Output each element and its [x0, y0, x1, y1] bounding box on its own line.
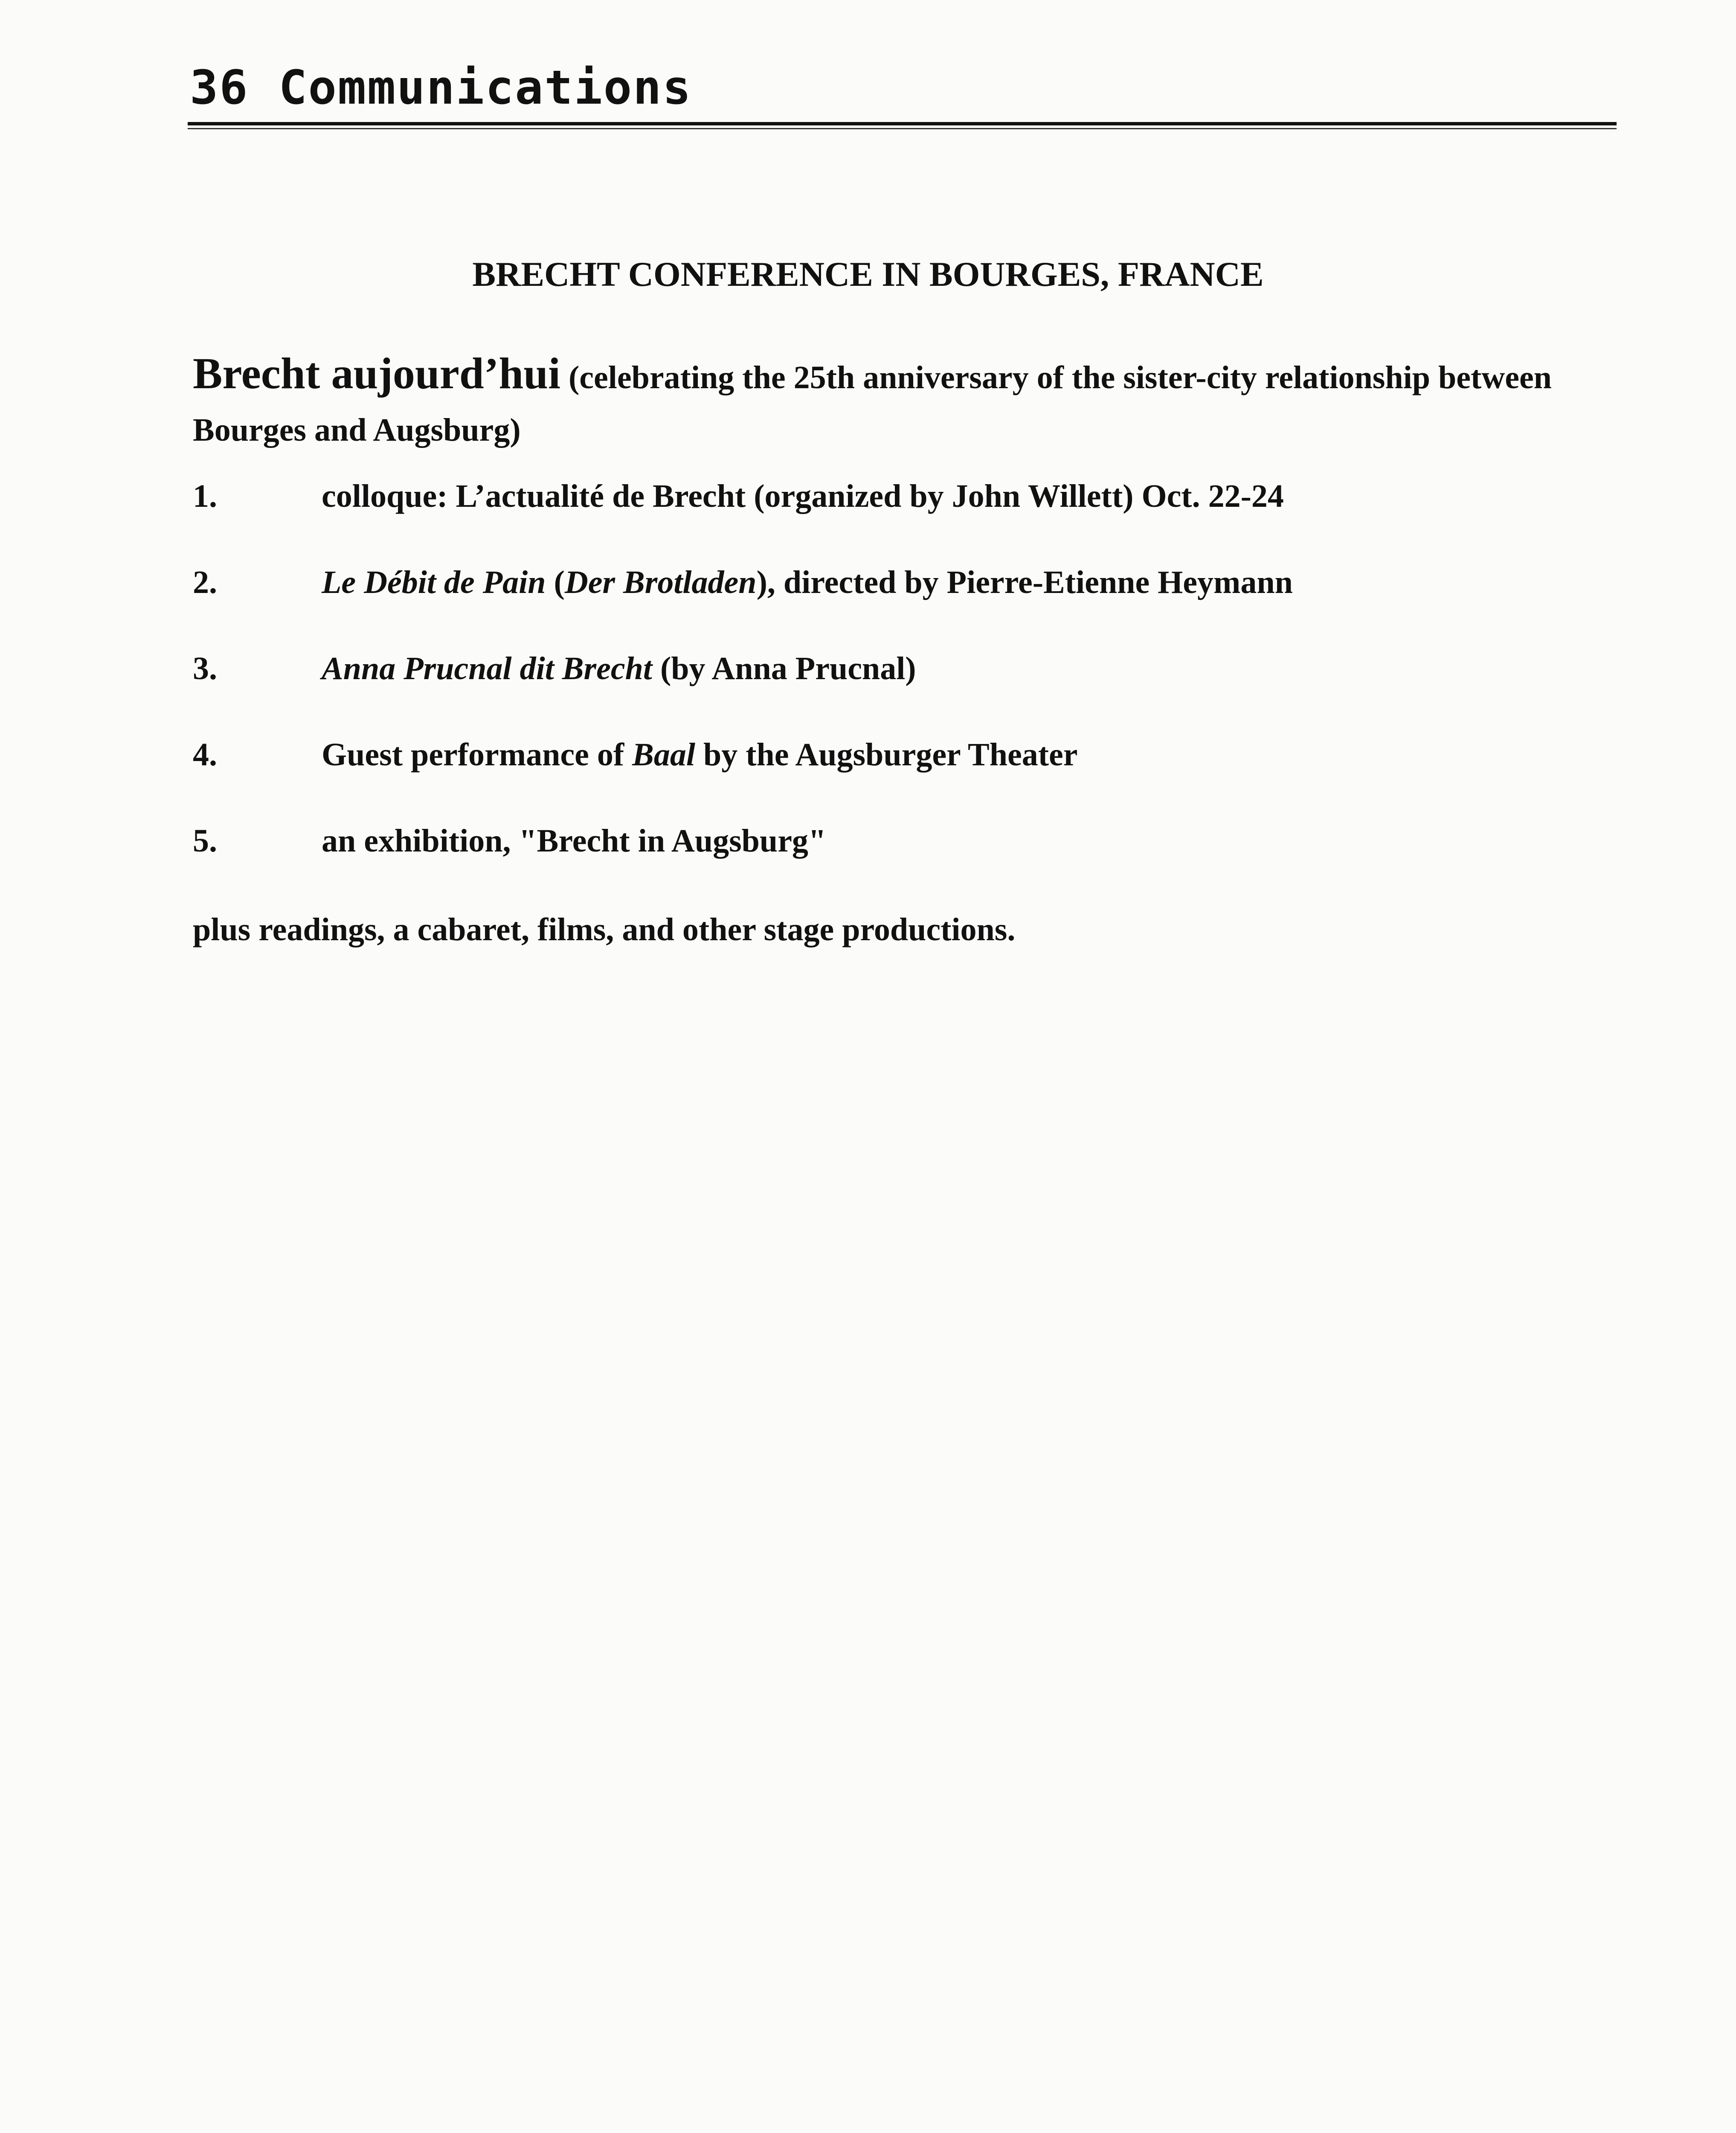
- item-text: Guest performance of: [322, 737, 633, 773]
- list-item: [193, 649, 1617, 735]
- list-text: [322, 822, 826, 860]
- list-number: 1.: [193, 478, 217, 514]
- list-item: [193, 822, 1617, 908]
- item-text: (: [546, 564, 565, 600]
- list-text: [322, 649, 916, 688]
- section-title: Communications: [279, 60, 692, 115]
- event-list: [193, 477, 1617, 908]
- article-title: BRECHT CONFERENCE IN BOURGES, FRANCE: [472, 255, 1264, 294]
- item-work-title: Baal: [632, 737, 695, 773]
- item-text: an exhibition, "Brecht in Augsburg": [322, 823, 827, 859]
- item-work-title: Anna Prucnal dit Brecht: [322, 651, 652, 686]
- item-text: (by Anna Prucnal): [652, 651, 916, 686]
- item-text: colloque: L’actualité de Brecht (organized by John Willett) Oct. 22-24: [322, 478, 1284, 514]
- header-rule-thin: [188, 128, 1617, 129]
- page-number: 36: [190, 60, 249, 115]
- item-text: ), directed by Pierre-Etienne Heymann: [756, 564, 1293, 600]
- running-head: [190, 60, 692, 115]
- item-text: by the Augsburger Theater: [695, 737, 1078, 773]
- list-text: [322, 563, 1293, 602]
- list-text: [322, 735, 1078, 774]
- list-number: 4.: [193, 737, 217, 773]
- list-number: 3.: [193, 651, 217, 686]
- intro-paragraph: [193, 341, 1617, 454]
- intro-rest: (celebrating the 25th anniversary of the sister-city relationship between Bourges and Augsburg): [193, 360, 1552, 448]
- list-text: [322, 477, 1284, 516]
- closing-line: plus readings, a cabaret, films, and other stage productions.: [193, 912, 1016, 947]
- item-work-title: Le Débit de Pain: [322, 564, 546, 600]
- header-rule: [188, 122, 1617, 125]
- list-item: [193, 477, 1617, 563]
- list-number: 5.: [193, 823, 217, 859]
- list-item: [193, 563, 1617, 649]
- list-item: [193, 735, 1617, 822]
- item-work-title: Der Brotladen: [564, 564, 757, 600]
- list-number: 2.: [193, 564, 217, 600]
- intro-lead: Brecht aujourd’hui: [193, 349, 560, 398]
